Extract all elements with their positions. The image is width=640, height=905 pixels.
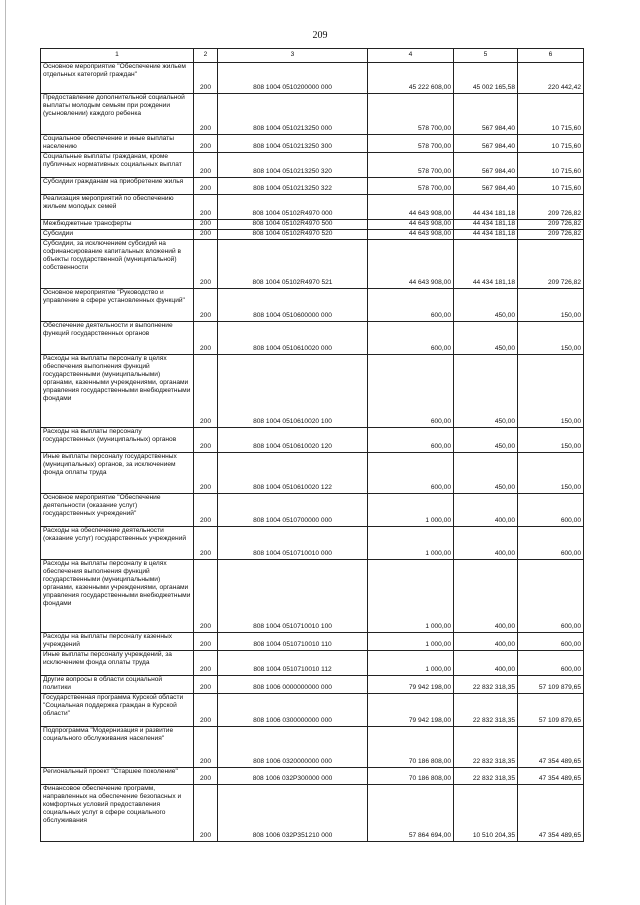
row-col2-cell: 200 (194, 428, 218, 453)
column-header: 3 (218, 49, 368, 63)
row-col2-cell: 200 (194, 178, 218, 195)
table-row (41, 220, 584, 230)
row-col6-cell: 47 354 489,65 (518, 785, 584, 842)
row-col6-cell: 209 726,82 (518, 220, 584, 230)
row-col4-cell: 70 186 808,00 (368, 768, 454, 785)
row-col2-cell: 200 (194, 135, 218, 153)
row-code-cell: 808 1004 0510610020 122 (218, 453, 368, 494)
table-row (41, 453, 584, 494)
row-name-cell: Основное мероприятие "Обеспечение деятельности (оказание услуг) государственных учреждений" (41, 494, 194, 527)
row-col6-cell: 220 442,42 (518, 63, 584, 94)
row-code-cell: 808 1004 05102R4970 500 (218, 220, 368, 230)
column-header: 4 (368, 49, 454, 63)
row-col2-cell: 200 (194, 63, 218, 94)
row-col6-cell: 150,00 (518, 289, 584, 322)
table-row (41, 63, 584, 94)
table-row (41, 494, 584, 527)
row-col4-cell: 44 643 908,00 (368, 240, 454, 289)
row-col6-cell: 150,00 (518, 322, 584, 355)
table-row (41, 560, 584, 633)
row-code-cell: 808 1004 0510700000 000 (218, 494, 368, 527)
row-name-cell: Обеспечение деятельности и выполнение функций государственных органов (41, 322, 194, 355)
row-col4-cell: 44 643 908,00 (368, 195, 454, 220)
row-col6-cell: 10 715,60 (518, 153, 584, 178)
row-code-cell: 808 1004 0510710010 112 (218, 651, 368, 676)
row-col5-cell: 45 002 165,58 (454, 63, 518, 94)
row-code-cell: 808 1004 0510610020 000 (218, 322, 368, 355)
row-col4-cell: 79 942 198,00 (368, 694, 454, 727)
budget-table (40, 48, 584, 842)
row-code-cell: 808 1004 0510600000 000 (218, 289, 368, 322)
table-row (41, 322, 584, 355)
table-row (41, 240, 584, 289)
row-col5-cell: 567 984,40 (454, 178, 518, 195)
row-name-cell: Расходы на выплаты персоналу в целях обеспечения выполнения функций государственными (муниципальными) органами, казенными учреждениями, органами управления государственными внебюджетными фондами (41, 560, 194, 633)
row-name-cell: Региональный проект "Старшее поколение" (41, 768, 194, 785)
row-name-cell: Расходы на обеспечение деятельности (оказание услуг) государственных учреждений (41, 527, 194, 560)
row-col6-cell: 209 726,82 (518, 240, 584, 289)
table-header-row (41, 49, 584, 63)
row-code-cell: 808 1004 0510213250 320 (218, 153, 368, 178)
table-row (41, 768, 584, 785)
row-col4-cell: 44 643 908,00 (368, 230, 454, 240)
row-col4-cell: 1 000,00 (368, 527, 454, 560)
row-col5-cell: 450,00 (454, 453, 518, 494)
row-col6-cell: 150,00 (518, 428, 584, 453)
row-name-cell: Субсидии, за исключением субсидий на софинансирование капитальных вложений в объекты государственной (муниципальной) собственности (41, 240, 194, 289)
row-name-cell: Иные выплаты персоналу государственных (муниципальных) органов, за исключением фонда оплаты труда (41, 453, 194, 494)
row-col5-cell: 44 434 181,18 (454, 240, 518, 289)
row-col6-cell: 10 715,60 (518, 135, 584, 153)
row-code-cell: 808 1006 032P351210 000 (218, 785, 368, 842)
row-code-cell: 808 1006 0320000000 000 (218, 727, 368, 768)
table-row (41, 428, 584, 453)
row-name-cell: Реализация мероприятий по обеспечению жильем молодых семей (41, 195, 194, 220)
row-col4-cell: 600,00 (368, 289, 454, 322)
row-code-cell: 808 1004 0510610020 100 (218, 355, 368, 428)
row-col2-cell: 200 (194, 768, 218, 785)
row-col2-cell: 200 (194, 322, 218, 355)
row-col6-cell: 150,00 (518, 453, 584, 494)
table-row (41, 633, 584, 651)
table-row (41, 694, 584, 727)
page-number: 209 (312, 30, 328, 41)
row-col6-cell: 600,00 (518, 527, 584, 560)
row-code-cell: 808 1004 05102R4970 520 (218, 230, 368, 240)
table-row (41, 785, 584, 842)
row-col2-cell: 200 (194, 527, 218, 560)
row-col2-cell: 200 (194, 453, 218, 494)
row-col6-cell: 47 354 489,65 (518, 768, 584, 785)
row-col6-cell: 209 726,82 (518, 195, 584, 220)
row-name-cell: Расходы на выплаты персоналу в целях обеспечения выполнения функций государственными (муниципальными) органами, казенными учреждениями, органами управления государственными внебюджетными фондами (41, 355, 194, 428)
table-row (41, 727, 584, 768)
row-col5-cell: 44 434 181,18 (454, 220, 518, 230)
column-header: 2 (194, 49, 218, 63)
row-col4-cell: 578 700,00 (368, 135, 454, 153)
row-col6-cell: 600,00 (518, 633, 584, 651)
column-header: 1 (41, 49, 194, 63)
row-col5-cell: 400,00 (454, 527, 518, 560)
row-col6-cell: 600,00 (518, 560, 584, 633)
row-col5-cell: 450,00 (454, 322, 518, 355)
row-name-cell: Межбюджетные трансферты (41, 220, 194, 230)
row-col6-cell: 47 354 489,65 (518, 727, 584, 768)
row-col4-cell: 578 700,00 (368, 178, 454, 195)
row-col4-cell: 44 643 908,00 (368, 220, 454, 230)
table-row (41, 195, 584, 220)
row-col2-cell: 200 (194, 560, 218, 633)
row-col5-cell: 450,00 (454, 428, 518, 453)
row-col2-cell: 200 (194, 633, 218, 651)
row-col6-cell: 600,00 (518, 651, 584, 676)
row-col6-cell: 57 109 879,65 (518, 694, 584, 727)
row-col5-cell: 450,00 (454, 289, 518, 322)
row-col4-cell: 600,00 (368, 322, 454, 355)
row-col4-cell: 600,00 (368, 453, 454, 494)
table-row (41, 94, 584, 135)
row-col4-cell: 57 864 694,00 (368, 785, 454, 842)
row-col2-cell: 200 (194, 240, 218, 289)
row-code-cell: 808 1004 0510213250 300 (218, 135, 368, 153)
row-col5-cell: 400,00 (454, 651, 518, 676)
row-col4-cell: 70 186 808,00 (368, 727, 454, 768)
row-code-cell: 808 1004 0510710010 110 (218, 633, 368, 651)
table-row (41, 230, 584, 240)
row-col5-cell: 22 832 318,35 (454, 727, 518, 768)
row-col5-cell: 44 434 181,18 (454, 195, 518, 220)
row-col2-cell: 200 (194, 727, 218, 768)
row-col2-cell: 200 (194, 694, 218, 727)
row-col6-cell: 209 726,82 (518, 230, 584, 240)
row-code-cell: 808 1006 0000000000 000 (218, 676, 368, 694)
row-col4-cell: 600,00 (368, 355, 454, 428)
row-name-cell: Субсидии (41, 230, 194, 240)
row-name-cell: Финансовое обеспечение программ, направленных на обеспечение безопасных и комфортных условий предоставления социальных услуг в сфере социального обслуживания (41, 785, 194, 842)
row-col5-cell: 567 984,40 (454, 153, 518, 178)
row-name-cell: Подпрограмма "Модернизация и развитие социального обслуживания населения" (41, 727, 194, 768)
row-col5-cell: 400,00 (454, 560, 518, 633)
row-name-cell: Социальные выплаты гражданам, кроме публичных нормативных социальных выплат (41, 153, 194, 178)
table-row (41, 527, 584, 560)
row-col4-cell: 1 000,00 (368, 633, 454, 651)
row-name-cell: Расходы на выплаты персоналу государственных (муниципальных) органов (41, 428, 194, 453)
row-col4-cell: 1 000,00 (368, 560, 454, 633)
page-edge-line (5, 0, 6, 905)
row-col5-cell: 22 832 318,35 (454, 694, 518, 727)
row-col2-cell: 200 (194, 94, 218, 135)
row-col2-cell: 200 (194, 153, 218, 178)
row-name-cell: Социальное обеспечение и иные выплаты населению (41, 135, 194, 153)
row-col5-cell: 450,00 (454, 355, 518, 428)
row-code-cell: 808 1006 032P300000 000 (218, 768, 368, 785)
row-col5-cell: 567 984,40 (454, 135, 518, 153)
table-row (41, 289, 584, 322)
row-col4-cell: 578 700,00 (368, 153, 454, 178)
row-code-cell: 808 1004 0510213250 322 (218, 178, 368, 195)
row-col6-cell: 10 715,60 (518, 94, 584, 135)
row-code-cell: 808 1004 0510710010 100 (218, 560, 368, 633)
row-code-cell: 808 1004 0510200000 000 (218, 63, 368, 94)
row-col6-cell: 600,00 (518, 494, 584, 527)
row-col2-cell: 200 (194, 220, 218, 230)
row-col2-cell: 200 (194, 651, 218, 676)
row-code-cell: 808 1004 0510213250 000 (218, 94, 368, 135)
table-row (41, 178, 584, 195)
table-row (41, 651, 584, 676)
row-col2-cell: 200 (194, 355, 218, 428)
row-name-cell: Субсидии гражданам на приобретение жилья (41, 178, 194, 195)
row-code-cell: 808 1004 05102R4970 521 (218, 240, 368, 289)
row-col5-cell: 22 832 318,35 (454, 768, 518, 785)
row-col5-cell: 44 434 181,18 (454, 230, 518, 240)
row-col2-cell: 200 (194, 494, 218, 527)
row-col2-cell: 200 (194, 195, 218, 220)
table-row (41, 153, 584, 178)
row-col5-cell: 400,00 (454, 494, 518, 527)
row-col4-cell: 1 000,00 (368, 651, 454, 676)
row-col4-cell: 1 000,00 (368, 494, 454, 527)
row-col5-cell: 22 832 318,35 (454, 676, 518, 694)
row-name-cell: Государственная программа Курской области "Социальная поддержка граждан в Курской области" (41, 694, 194, 727)
row-code-cell: 808 1004 05102R4970 000 (218, 195, 368, 220)
row-col2-cell: 200 (194, 676, 218, 694)
row-col4-cell: 578 700,00 (368, 94, 454, 135)
row-col5-cell: 400,00 (454, 633, 518, 651)
row-code-cell: 808 1004 0510710010 000 (218, 527, 368, 560)
row-col4-cell: 45 222 608,00 (368, 63, 454, 94)
table-row (41, 355, 584, 428)
row-name-cell: Основное мероприятие "Руководство и управление в сфере установленных функций" (41, 289, 194, 322)
row-col2-cell: 200 (194, 785, 218, 842)
row-code-cell: 808 1004 0510610020 120 (218, 428, 368, 453)
row-col6-cell: 150,00 (518, 355, 584, 428)
column-header: 6 (518, 49, 584, 63)
row-name-cell: Расходы на выплаты персоналу казенных учреждений (41, 633, 194, 651)
row-col5-cell: 567 984,40 (454, 94, 518, 135)
row-name-cell: Иные выплаты персоналу учреждений, за исключением фонда оплаты труда (41, 651, 194, 676)
table-row (41, 676, 584, 694)
row-col2-cell: 200 (194, 230, 218, 240)
row-col5-cell: 10 510 204,35 (454, 785, 518, 842)
row-col6-cell: 10 715,60 (518, 178, 584, 195)
row-name-cell: Основное мероприятие "Обеспечение жильем отдельных категорий граждан" (41, 63, 194, 94)
row-code-cell: 808 1006 0300000000 000 (218, 694, 368, 727)
row-col6-cell: 57 109 879,65 (518, 676, 584, 694)
row-col2-cell: 200 (194, 289, 218, 322)
row-name-cell: Предоставление дополнительной социальной выплаты молодым семьям при рождении (усыновлении) каждого ребенка (41, 94, 194, 135)
row-col4-cell: 79 942 198,00 (368, 676, 454, 694)
column-header: 5 (454, 49, 518, 63)
row-col4-cell: 600,00 (368, 428, 454, 453)
table-row (41, 135, 584, 153)
row-name-cell: Другие вопросы в области социальной политики (41, 676, 194, 694)
